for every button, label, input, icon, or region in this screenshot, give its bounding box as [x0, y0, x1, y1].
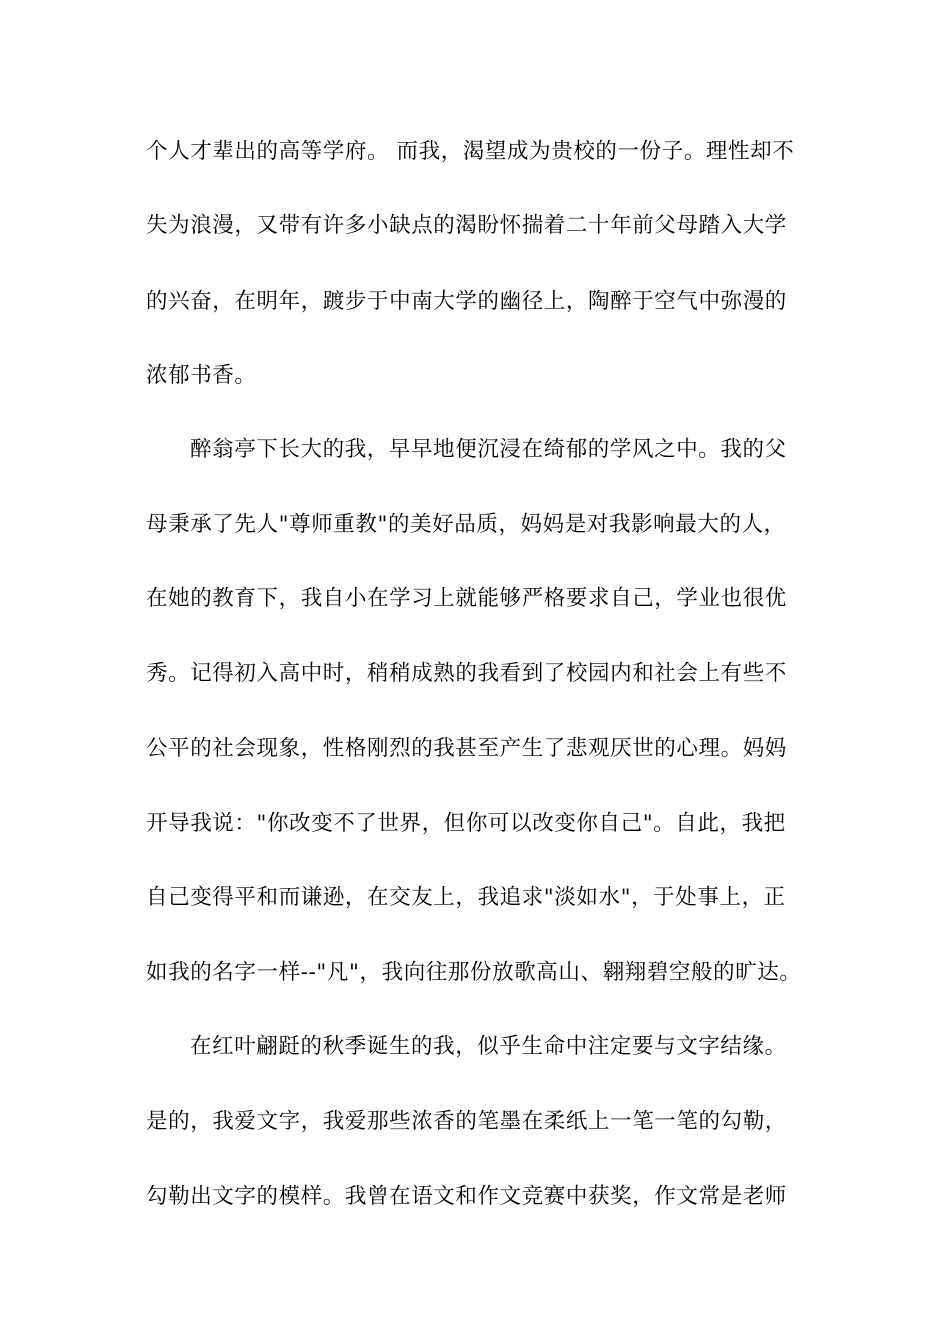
paragraph-line-3: 的兴奋，在明年，踱步于中南大学的幽径上，陶醉于空气中弥漫的 — [146, 289, 787, 314]
paragraph-line-8: 秀。记得初入高中时，稍稍成熟的我看到了校园内和社会上有些不 — [146, 661, 787, 686]
paragraph-line-6: 母秉承了先人"尊师重教"的美好品质，妈妈是对我影响最大的人， — [146, 512, 786, 537]
paragraph-line-10: 开导我说："你改变不了世界，但你可以改变你自己"。自此，我把 — [146, 811, 786, 836]
paragraph-line-4: 浓郁书香。 — [146, 363, 257, 388]
paragraph-line-12: 如我的名字一样--"凡"，我向往那份放歌高山、翱翔碧空般的旷达。 — [146, 960, 802, 985]
paragraph-line-15: 勾勒出文字的模样。我曾在语文和作文竞赛中获奖，作文常是老师 — [146, 1184, 787, 1209]
paragraph-line-9: 公平的社会现象，性格刚烈的我甚至产生了悲观厌世的心理。妈妈 — [146, 736, 787, 761]
paragraph-line-14: 是的，我爱文字，我爱那些浓香的笔墨在柔纸上一笔一笔的勾勒， — [146, 1109, 787, 1134]
paragraph-line-2: 失为浪漫，又带有许多小缺点的渴盼怀揣着二十年前父母踏入大学 — [146, 213, 787, 238]
paragraph-line-5: 醉翁亭下长大的我，早早地便沉浸在绮郁的学风之中。我的父 — [190, 437, 787, 462]
paragraph-line-7: 在她的教育下，我自小在学习上就能够严格要求自己，学业也很优 — [146, 586, 787, 611]
paragraph-line-13: 在红叶翩跹的秋季诞生的我，似乎生命中注定要与文字结缘。 — [190, 1034, 787, 1059]
paragraph-line-1: 个人才辈出的高等学府。 而我，渴望成为贵校的一份子。理性却不 — [146, 139, 795, 164]
paragraph-line-11: 自己变得平和而谦逊，在交友上，我追求"淡如水"，于处事上，正 — [146, 885, 786, 910]
